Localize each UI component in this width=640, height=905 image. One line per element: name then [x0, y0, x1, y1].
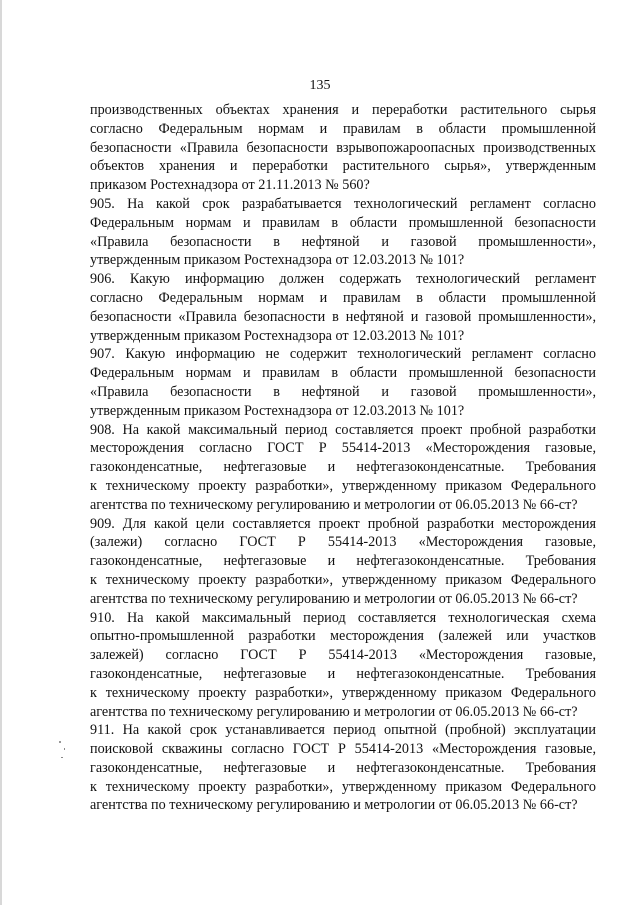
text-line: к техническому проекту разработки», утвержденному приказом Федерального	[90, 477, 596, 494]
text-line: согласно Федеральным нормам и правилам в области промышленной	[90, 289, 596, 306]
text-line: агентства по техническому регулированию и метрологии от 06.05.2013 № 66-ст?	[90, 703, 578, 720]
scan-speck	[64, 748, 65, 750]
text-line: (залежи) согласно ГОСТ Р 55414-2013 «Месторождения газовые,	[90, 534, 596, 551]
text-line: безопасности «Правила безопасности взрывопожароопасных производственных	[90, 139, 596, 156]
text-line: к техническому проекту разработки», утвержденному приказом Федерального	[90, 571, 596, 588]
text-line: агентства по техническому регулированию и метрологии от 06.05.2013 № 66-ст?	[90, 496, 578, 513]
text-line: объектов хранения и переработки растительного сырья», утвержденным	[90, 158, 596, 175]
scan-speck	[59, 741, 61, 743]
text-line: 911. На какой срок устанавливается период опытной (пробной) эксплуатации	[90, 722, 596, 739]
text-line: «Правила безопасности в нефтяной и газовой промышленности»,	[90, 233, 596, 250]
text-line: газоконденсатные, нефтегазовые и нефтегазоконденсатные. Требования	[90, 759, 596, 776]
text-line: агентства по техническому регулированию и метрологии от 06.05.2013 № 66-ст?	[90, 590, 578, 607]
text-line: «Правила безопасности в нефтяной и газовой промышленности»,	[90, 383, 596, 400]
text-line: утвержденным приказом Ростехнадзора от 12.03.2013 № 101?	[90, 402, 465, 419]
text-line: к техническому проекту разработки», утвержденному приказом Федерального	[90, 778, 596, 795]
scan-speck	[61, 757, 63, 758]
text-line: поисковой скважины согласно ГОСТ Р 55414-2013 «Месторождения газовые,	[90, 741, 596, 758]
text-line: опытно-промышленной разработки месторождения (залежей или участков	[90, 628, 596, 645]
text-line: Федеральным нормам и правилам в области промышленной безопасности	[90, 214, 596, 231]
text-line: агентства по техническому регулированию и метрологии от 06.05.2013 № 66-ст?	[90, 797, 578, 814]
text-line: 907. Какую информацию не содержит технологический регламент согласно	[90, 346, 596, 363]
text-line: газоконденсатные, нефтегазовые и нефтегазоконденсатные. Требования	[90, 459, 596, 476]
text-line: залежей) согласно ГОСТ Р 55414-2013 «Месторождения газовые,	[90, 647, 596, 664]
scan-left-edge	[0, 0, 2, 905]
text-line: утвержденным приказом Ростехнадзора от 12.03.2013 № 101?	[90, 252, 465, 269]
text-line: безопасности «Правила безопасности в нефтяной и газовой промышленности»,	[90, 308, 596, 325]
text-line: утвержденным приказом Ростехнадзора от 12.03.2013 № 101?	[90, 327, 465, 344]
text-line: производственных объектах хранения и переработки растительного сырья	[90, 102, 596, 118]
page-number: 135	[309, 78, 331, 93]
text-line: 909. Для какой цели составляется проект пробной разработки месторождения	[90, 515, 596, 532]
text-line: газоконденсатные, нефтегазовые и нефтегазоконденсатные. Требования	[90, 665, 596, 682]
text-line: к техническому проекту разработки», утвержденному приказом Федерального	[90, 684, 596, 701]
text-line: газоконденсатные, нефтегазовые и нефтегазоконденсатные. Требования	[90, 553, 596, 570]
text-line: месторождения согласно ГОСТ Р 55414-2013 «Месторождения газовые,	[90, 440, 596, 457]
text-line: Федеральным нормам и правилам в области промышленной безопасности	[90, 365, 596, 382]
text-line: 906. Какую информацию должен содержать технологический регламент	[90, 271, 596, 288]
text-line: согласно Федеральным нормам и правилам в области промышленной	[90, 120, 596, 137]
document-body	[90, 101, 596, 815]
text-line: 908. На какой максимальный период составляется проект пробной разработки	[90, 421, 596, 438]
text-line: 905. На какой срок разрабатывается технологический регламент согласно	[90, 195, 596, 212]
text-line: 910. На какой максимальный период составляется технологическая схема	[90, 609, 596, 626]
text-line: приказом Ростехнадзора от 21.11.2013 № 560?	[90, 177, 370, 194]
